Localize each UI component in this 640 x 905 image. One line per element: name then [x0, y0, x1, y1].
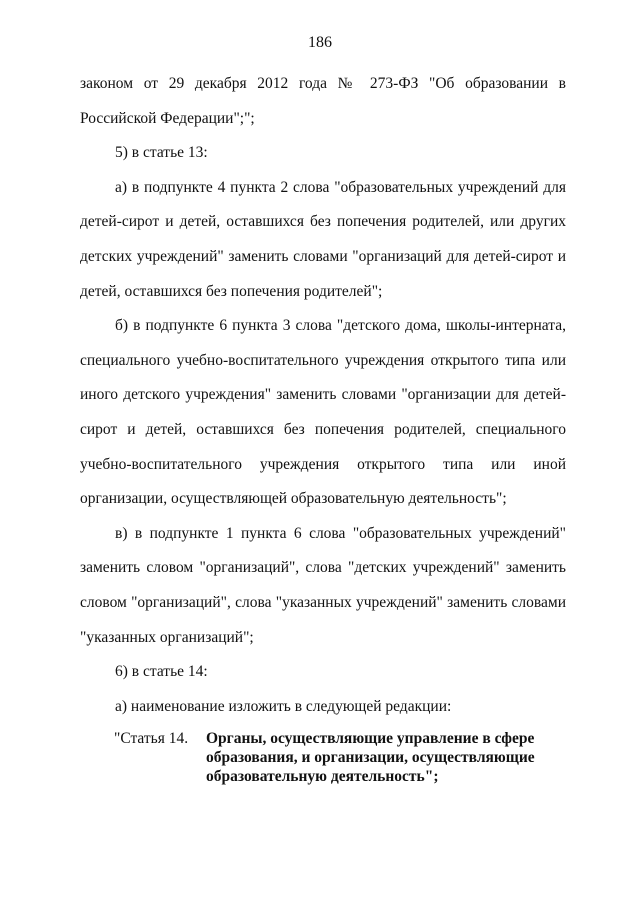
- paragraph-item-5: 5) в статье 13:: [115, 144, 208, 162]
- document-body: [80, 67, 566, 724]
- paragraph-subitem-v: в) в подпункте 1 пункта 6 слова "образовательных учреждений" заменить словом "организаций", слова "детских учреждений" заменить словом "организаций", слова "указанных учреждений" заменить словами "указанных организаций";: [80, 524, 566, 646]
- paragraph-subitem-a: а) в подпункте 4 пункта 2 слова "образовательных учреждений для детей-сирот и детей, оставшихся без попечения родителей, или других детских учреждений" заменить словами "организаций для детей-сирот и детей, оставшихся без попечения родителей";: [80, 178, 566, 300]
- paragraph-subitem-b: б) в подпункте 6 пункта 3 слова "детского дома, школы-интерната, специального учебно-воспитательного учреждения открытого типа или иного детского учреждения" заменить словами "организации для детей-сирот и детей, оставшихся без попечения родителей, специального учебно-воспитательного учреждения открытого типа или иной организации, осуществляющей образовательную деятельность";: [80, 317, 566, 508]
- paragraph-item-6: 6) в статье 14:: [115, 663, 208, 681]
- paragraph-item-6-subitem-a: а) наименование изложить в следующей редакции:: [115, 697, 452, 715]
- article-label: "Статья 14.: [114, 730, 189, 747]
- paragraph-continuation: законом от 29 декабря 2012 года № 273-ФЗ "Об образовании в Российской Федерации";";: [80, 75, 566, 127]
- page-number: 186: [308, 34, 332, 51]
- article-title: Органы, осуществляющие управление в сфере образования, и организации, осуществляющие образовательную деятельность";: [206, 730, 535, 785]
